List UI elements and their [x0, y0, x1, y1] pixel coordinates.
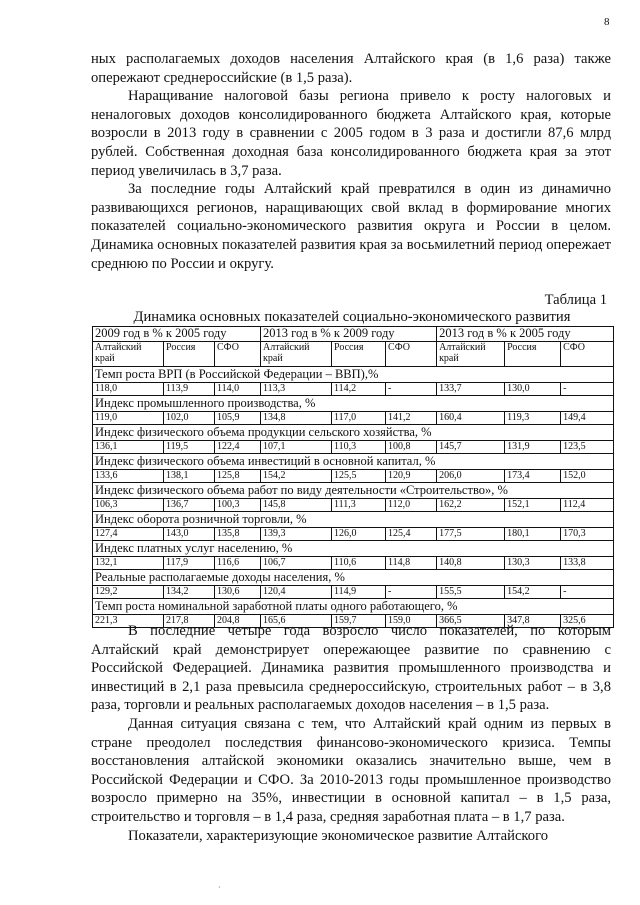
sub-header: Алтайский край	[261, 342, 332, 367]
paragraph: Данная ситуация связана с тем, что Алтайский край одним из первых в стране преодолел последствия финансово-экономического кризиса. Темпы восстановления алтайской экономики оказались значительно выше, чем в Российской Федерации и СФО. За 2010-2013 годы промышленное производство возросло примерно на 35%, инвестиции в основной капитал – в 1,5 раза, строительство и торговля – в 1,4 раза, средняя заработная плата – в 1,7 раза.	[91, 715, 611, 825]
value-cell: 221,3	[93, 615, 164, 628]
value-cell: 119,3	[505, 412, 561, 425]
indicator-row	[93, 396, 614, 412]
value-cell: 325,6	[561, 615, 614, 628]
value-cell: 180,1	[505, 528, 561, 541]
value-cell: 114,2	[332, 383, 386, 396]
value-cell: 114,8	[386, 557, 437, 570]
value-cell: 206,0	[437, 470, 505, 483]
value-cell: 139,3	[261, 528, 332, 541]
sub-header: Россия	[164, 342, 215, 367]
indicator-row	[93, 541, 614, 557]
value-cell: 110,3	[332, 441, 386, 454]
value-cell: 162,2	[437, 499, 505, 512]
value-cell: 154,2	[505, 586, 561, 599]
value-cell: 125,4	[386, 528, 437, 541]
value-cell: 136,1	[93, 441, 164, 454]
value-cell: 125,5	[332, 470, 386, 483]
sub-header: СФО	[215, 342, 261, 367]
indicator-row	[93, 599, 614, 615]
value-cell: 112,0	[386, 499, 437, 512]
value-cell: 105,9	[215, 412, 261, 425]
page-mark: ·	[218, 883, 221, 892]
value-cell: 117,0	[332, 412, 386, 425]
value-cell: 100,3	[215, 499, 261, 512]
value-cell: -	[561, 383, 614, 396]
indicator-name: Индекс промышленного производства, %	[93, 396, 614, 412]
value-cell: -	[561, 586, 614, 599]
value-cell: 152,0	[561, 470, 614, 483]
value-cell: 130,3	[505, 557, 561, 570]
value-cell: 116,6	[215, 557, 261, 570]
value-cell: 149,4	[561, 412, 614, 425]
group-header: 2013 год в % к 2009 году	[261, 327, 437, 342]
table-label: Таблица 1	[544, 292, 607, 308]
value-cell: 120,9	[386, 470, 437, 483]
table-row	[93, 499, 614, 512]
value-cell: 145,7	[437, 441, 505, 454]
sub-header: Алтайский край	[437, 342, 505, 367]
value-cell: 114,0	[215, 383, 261, 396]
indicator-name: Реальные располагаемые доходы населения, %	[93, 570, 614, 586]
value-cell: 112,4	[561, 499, 614, 512]
value-cell: 140,8	[437, 557, 505, 570]
bottom-text-block	[91, 622, 611, 845]
value-cell: 366,5	[437, 615, 505, 628]
sub-header: Алтайский край	[93, 342, 164, 367]
value-cell: 177,5	[437, 528, 505, 541]
value-cell: 122,4	[215, 441, 261, 454]
indicator-name: Индекс физического объема инвестиций в основной капитал, %	[93, 454, 614, 470]
table-title: Динамика основных показателей социально-экономического развития	[133, 309, 571, 325]
sub-header: Россия	[505, 342, 561, 367]
value-cell: 119,0	[93, 412, 164, 425]
value-cell: 138,1	[164, 470, 215, 483]
paragraph: Показатели, характеризующие экономическое развитие Алтайского	[128, 827, 548, 844]
indicator-row	[93, 454, 614, 470]
value-cell: -	[386, 383, 437, 396]
table-row	[93, 470, 614, 483]
table-row	[93, 528, 614, 541]
value-cell: 127,4	[93, 528, 164, 541]
table-row	[93, 383, 614, 396]
value-cell: 119,5	[164, 441, 215, 454]
value-cell: 155,5	[437, 586, 505, 599]
value-cell: 135,8	[215, 528, 261, 541]
table-row	[93, 441, 614, 454]
value-cell: 111,3	[332, 499, 386, 512]
indicator-name: Индекс физического объема работ по виду деятельности «Строительство», %	[93, 483, 614, 499]
paragraph: Наращивание налоговой базы региона привело к росту налоговых и неналоговых доходов консолидированного бюджета Алтайского края, которые возросли в 2013 году в сравнении с 2005 годом в 3 раза и достигли 87,6 млрд рублей. Собственная доходная база консолидированного бюджета края за этот период увеличилась в 3,7 раза.	[91, 88, 611, 179]
top-text-block	[91, 50, 611, 273]
value-cell: 134,2	[164, 586, 215, 599]
indicator-name: Индекс оборота розничной торговли, %	[93, 512, 614, 528]
indicators-table	[92, 326, 614, 628]
indicator-row	[93, 425, 614, 441]
group-header: 2009 год в % к 2005 году	[93, 327, 261, 342]
sub-header: Россия	[332, 342, 386, 367]
group-header-row	[93, 327, 614, 342]
table-row	[93, 586, 614, 599]
value-cell: 159,7	[332, 615, 386, 628]
indicator-row	[93, 367, 614, 383]
sub-header-row	[93, 342, 614, 367]
value-cell: 114,9	[332, 586, 386, 599]
group-header: 2013 год в % к 2005 году	[437, 327, 614, 342]
value-cell: 133,7	[437, 383, 505, 396]
paragraph: За последние годы Алтайский край превратился в один из динамично развивающихся регионов, наращивающих свой вклад в формирование многих показателей социально-экономического развития округа и России в целом. Динамика основных показателей развития края за восьмилетний период опережает среднюю по России и округу.	[91, 181, 611, 272]
value-cell: 102,0	[164, 412, 215, 425]
value-cell: 204,8	[215, 615, 261, 628]
value-cell: 117,9	[164, 557, 215, 570]
value-cell: 217,8	[164, 615, 215, 628]
indicator-name: Индекс физического объема продукции сельского хозяйства, %	[93, 425, 614, 441]
value-cell: 347,8	[505, 615, 561, 628]
indicator-row	[93, 570, 614, 586]
value-cell: 106,3	[93, 499, 164, 512]
value-cell: 145,8	[261, 499, 332, 512]
value-cell: 113,9	[164, 383, 215, 396]
value-cell: 106,7	[261, 557, 332, 570]
paragraph: ных располагаемых доходов населения Алтайского края (в 1,6 раза) также опережают среднероссийские (в 1,5 раза).	[91, 51, 611, 86]
value-cell: 129,2	[93, 586, 164, 599]
value-cell: 133,8	[561, 557, 614, 570]
indicator-name: Темп роста номинальной заработной платы одного работающего, %	[93, 599, 614, 615]
sub-header: СФО	[561, 342, 614, 367]
value-cell: 118,0	[93, 383, 164, 396]
indicator-name: Индекс платных услуг населению, %	[93, 541, 614, 557]
value-cell: 141,2	[386, 412, 437, 425]
value-cell: 123,5	[561, 441, 614, 454]
value-cell: 130,0	[505, 383, 561, 396]
value-cell: 133,6	[93, 470, 164, 483]
table-row	[93, 557, 614, 570]
value-cell: 113,3	[261, 383, 332, 396]
value-cell: 132,1	[93, 557, 164, 570]
value-cell: 125,8	[215, 470, 261, 483]
table-row	[93, 412, 614, 425]
value-cell: 165,6	[261, 615, 332, 628]
value-cell: 120,4	[261, 586, 332, 599]
value-cell: 131,9	[505, 441, 561, 454]
indicator-row	[93, 512, 614, 528]
value-cell: 130,6	[215, 586, 261, 599]
value-cell: -	[386, 586, 437, 599]
value-cell: 100,8	[386, 441, 437, 454]
value-cell: 134,8	[261, 412, 332, 425]
indicator-row	[93, 483, 614, 499]
value-cell: 160,4	[437, 412, 505, 425]
sub-header: СФО	[386, 342, 437, 367]
value-cell: 170,3	[561, 528, 614, 541]
value-cell: 159,0	[386, 615, 437, 628]
value-cell: 143,0	[164, 528, 215, 541]
value-cell: 173,4	[505, 470, 561, 483]
indicator-name: Темп роста ВРП (в Российской Федерации – ВВП),%	[93, 367, 614, 383]
value-cell: 107,1	[261, 441, 332, 454]
paragraph: В последние четыре года возросло число показателей, по которым Алтайский край демонстрирует опережающее развитие по сравнению с Российской Федерацией. Динамика развития промышленного производства и инвестиций в 2,1 раза превысила среднероссийскую, строительных работ – в 3,8 раза, торговли и реальных располагаемых доходов населения – в 1,5 раза.	[91, 623, 611, 714]
value-cell: 136,7	[164, 499, 215, 512]
value-cell: 152,1	[505, 499, 561, 512]
value-cell: 154,2	[261, 470, 332, 483]
page-number: 8	[604, 16, 610, 28]
value-cell: 110,6	[332, 557, 386, 570]
value-cell: 126,0	[332, 528, 386, 541]
